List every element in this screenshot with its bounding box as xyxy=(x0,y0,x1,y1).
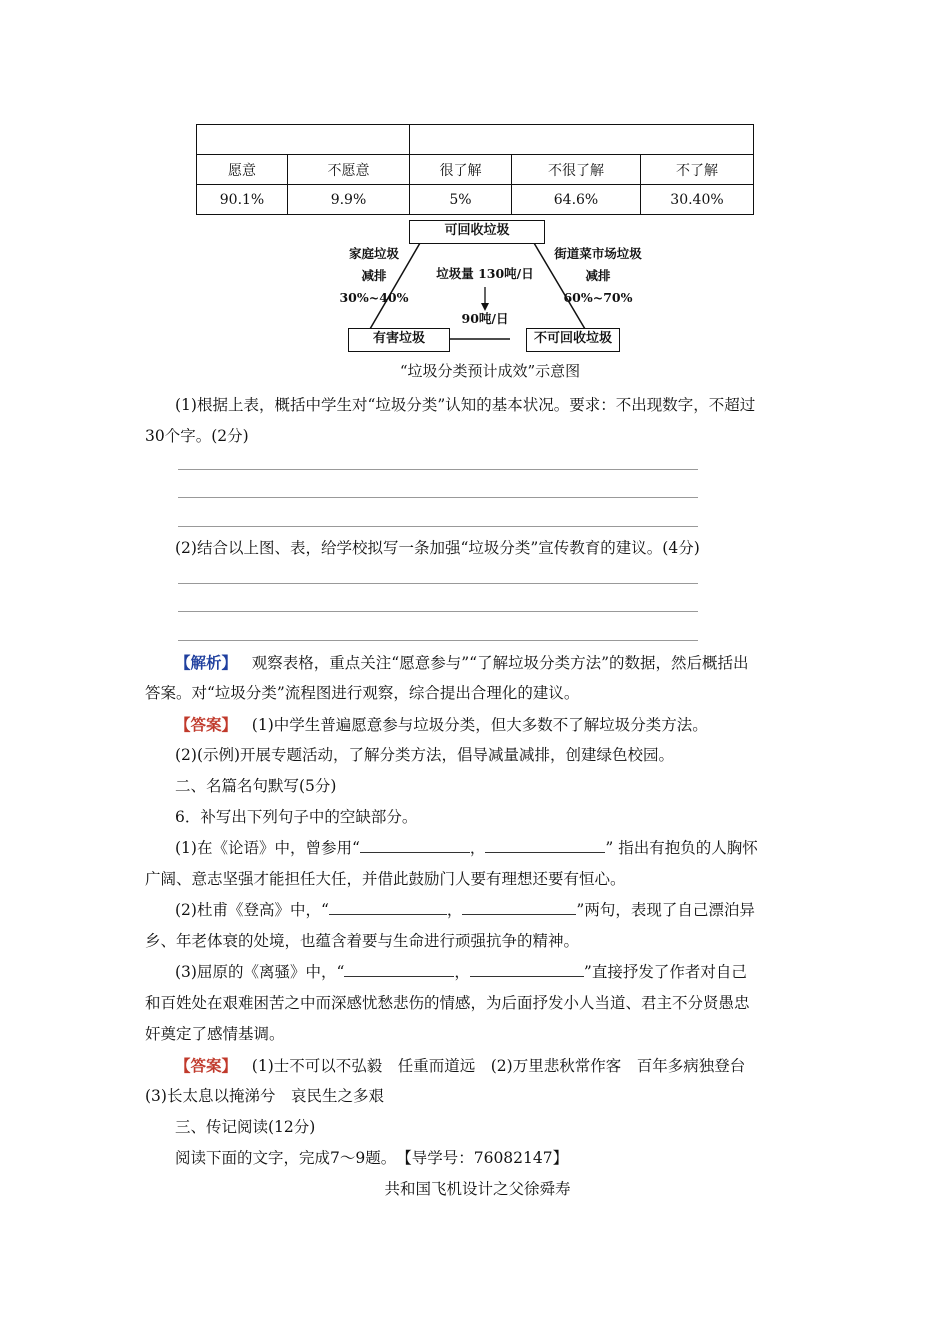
answer-line xyxy=(178,583,698,584)
table-header-row xyxy=(197,155,754,185)
fill-sentence-3-line-2: 和百姓处在艰难困苦之中而深感忧愁悲伤的情感，为后面抒发小人当道、君主不分贤愚忠 xyxy=(145,994,750,1012)
answer-line xyxy=(178,640,698,641)
fill-sentence-3: (3)屈原的《离骚》中，“ ， ”直接抒发了作者对自己 xyxy=(145,957,840,988)
household-label: 家庭垃圾 减排 30%~40% xyxy=(339,246,409,305)
table-empty-cell xyxy=(197,125,410,155)
fill-blank[interactable] xyxy=(470,958,584,977)
answer-text: (1)士不可以不弘毅 任重而道远 (2)万里悲秋常作客 百年多病独登台 xyxy=(251,1057,746,1075)
analysis-line-2: 答案。对“垃圾分类”流程图进行观察，综合提出合理化的建议。 xyxy=(145,684,580,702)
hazardous-box: 有害垃圾 xyxy=(348,328,450,352)
fill-sentence-3-line-3: 奸奠定了感情基调。 xyxy=(145,1025,285,1043)
table-top-row xyxy=(197,125,754,155)
analysis-text: 观察表格，重点关注“愿意参与”“了解垃圾分类方法”的数据，然后概括出 xyxy=(251,654,749,672)
recyclable-box: 可回收垃圾 xyxy=(409,220,545,244)
fill-blank[interactable] xyxy=(462,896,576,915)
fill-sentence-1-line-2: 广阔、意志坚强才能担任大任，并借此鼓励门人要有理想还要有恒心。 xyxy=(145,870,626,888)
survey-table xyxy=(196,124,754,215)
table-row xyxy=(197,185,754,215)
question-2: (2)结合以上图、表，给学校拟写一条加强“垃圾分类”宣传教育的建议。(4分) xyxy=(175,539,700,557)
question-6: 6．补写出下列句子中的空缺部分。 xyxy=(175,808,418,826)
garbage-amount-label: 垃圾量 130吨/日 xyxy=(436,266,534,281)
non-recyclable-box: 不可回收垃圾 xyxy=(526,328,620,352)
fill-blank[interactable] xyxy=(344,958,454,977)
answer-1-line-2: (2)(示例)开展专题活动，了解分类方法，倡导减量减排，创建绿色校园。 xyxy=(175,746,675,764)
table-cell: 9.9% xyxy=(288,185,410,215)
analysis-line-1 xyxy=(145,647,840,679)
answer-text: (1)中学生普遍愿意参与垃圾分类，但大多数不了解垃圾分类方法。 xyxy=(251,716,708,734)
question-1-line-1: (1)根据上表，概括中学生对“垃圾分类”认知的基本状况。要求：不出现数字，不超过 xyxy=(175,396,756,414)
table-header-cell: 不了解 xyxy=(641,155,754,185)
table-cell: 90.1% xyxy=(197,185,288,215)
answer-line xyxy=(178,497,698,498)
answer-2-line-2: (3)长太息以掩涕兮 哀民生之多艰 xyxy=(145,1087,384,1105)
passage-title: 共和国飞机设计之父徐舜寿 xyxy=(384,1180,571,1198)
diagram-caption: “垃圾分类预计成效”示意图 xyxy=(399,362,581,380)
fill-blank[interactable] xyxy=(360,834,470,853)
fill-sentence-1: (1)在《论语》中，曾参用“ ， ” 指出有抱负的人胸怀 xyxy=(145,833,840,864)
table-cell: 30.40% xyxy=(641,185,754,215)
street-market-label: 街道菜市场垃圾 减排 60%~70% xyxy=(554,246,642,305)
garbage-diagram xyxy=(330,215,650,355)
table-cell: 5% xyxy=(410,185,512,215)
reading-instruction: 阅读下面的文字，完成7～9题。 【导学号：76082147】 xyxy=(175,1149,569,1167)
table-header-cell: 不很了解 xyxy=(512,155,641,185)
section-3-heading: 三、传记阅读(12分) xyxy=(175,1118,316,1136)
fill-sentence-2: (2)杜甫《登高》中，“ ， ”两句，表现了自己漂泊异 xyxy=(145,895,840,926)
section-2-heading: 二、名篇名句默写(5分) xyxy=(175,777,337,795)
garbage-reduced-label: 90吨/日 xyxy=(461,311,509,326)
question-1-line-2: 30个字。(2分) xyxy=(145,427,249,445)
table-cell: 64.6% xyxy=(512,185,641,215)
answer-tag: 【答案】 xyxy=(175,1056,238,1075)
fill-blank[interactable] xyxy=(329,896,447,915)
answer-line xyxy=(178,526,698,527)
answer-2-line-1 xyxy=(145,1050,840,1082)
answer-1-line-1 xyxy=(145,709,840,741)
table-header-cell: 愿意 xyxy=(197,155,288,185)
fill-blank[interactable] xyxy=(485,834,605,853)
table-header-cell: 不愿意 xyxy=(288,155,410,185)
answer-line xyxy=(178,611,698,612)
answer-tag: 【答案】 xyxy=(175,715,238,734)
answer-line xyxy=(178,469,698,470)
table-empty-cell xyxy=(410,125,754,155)
table-header-cell: 很了解 xyxy=(410,155,512,185)
analysis-tag: 【解析】 xyxy=(175,653,238,672)
fill-sentence-2-line-2: 乡、年老体衰的处境，也蕴含着要与生命进行顽强抗争的精神。 xyxy=(145,932,580,950)
